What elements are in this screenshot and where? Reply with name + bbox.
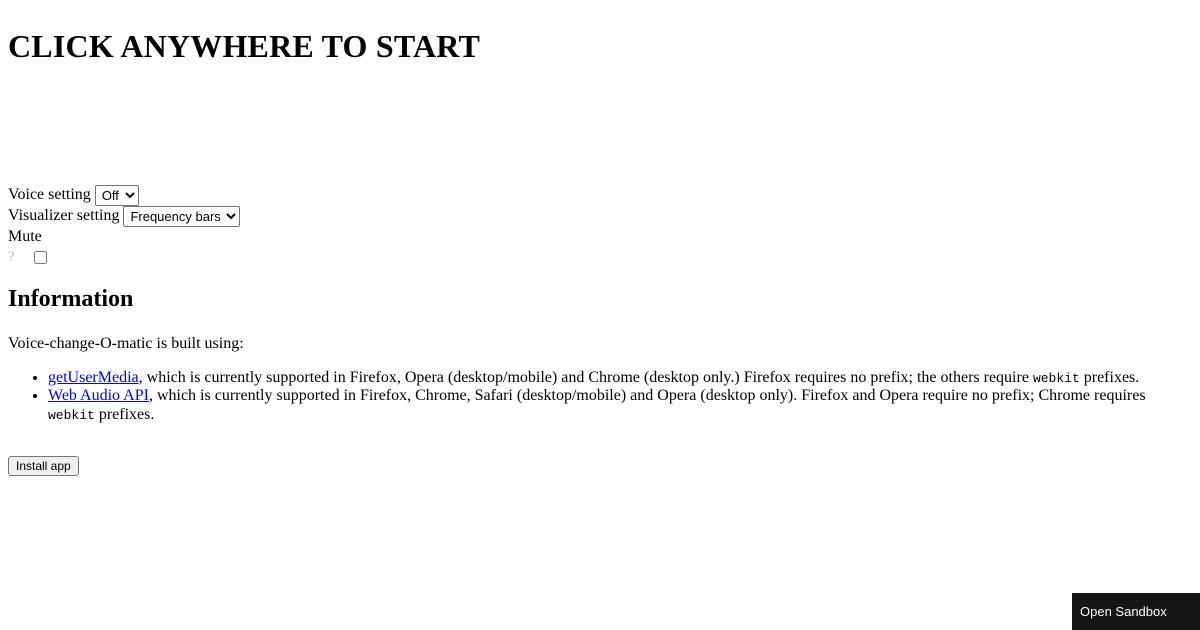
voice-setting-label: Voice setting — [8, 186, 91, 204]
mute-controls — [8, 246, 1192, 265]
web-audio-api-link[interactable]: Web Audio API — [48, 387, 149, 405]
list-item-text-before: , which is currently supported in Firefox, Chrome, Safari (desktop/mobile) and Opera (desktop only). Firefox and Opera require no prefix; Chrome requires — [148, 387, 1146, 405]
list-item — [48, 369, 1192, 387]
mute-row — [8, 227, 1192, 265]
list-item-text-after: prefixes. — [1079, 368, 1140, 386]
getusermedia-link[interactable]: getUserMedia — [48, 368, 139, 386]
information-intro: Voice-change-O-matic is built using: — [8, 334, 244, 352]
open-sandbox-button[interactable]: Open Sandbox — [1072, 593, 1200, 630]
voice-setting-select[interactable] — [95, 185, 139, 206]
visualizer-setting-label: Visualizer setting — [8, 207, 120, 225]
visualizer-setting-select[interactable] — [123, 206, 240, 227]
prefix-code: webkit — [48, 407, 95, 423]
information-list — [8, 369, 1192, 424]
mute-label: Mute — [8, 228, 42, 246]
mute-icon: ? — [8, 249, 15, 266]
voice-setting-row — [8, 185, 1192, 206]
page-title: CLICK ANYWHERE TO START — [8, 28, 481, 64]
list-item — [48, 387, 1192, 424]
list-item-text-after: prefixes. — [94, 405, 155, 423]
visualizer-setting-row — [8, 206, 1192, 227]
prefix-code: webkit — [1032, 370, 1080, 386]
list-item-text-before: , which is currently supported in Firefox, Opera (desktop/mobile) and Chrome (desktop only.) Firefox requires no prefix; the others require — [138, 368, 1033, 386]
install-app-button[interactable]: Install app — [8, 456, 79, 476]
mute-checkbox[interactable] — [34, 251, 47, 264]
visualizer-canvas[interactable] — [8, 85, 1192, 185]
information-heading: Information — [8, 286, 134, 313]
